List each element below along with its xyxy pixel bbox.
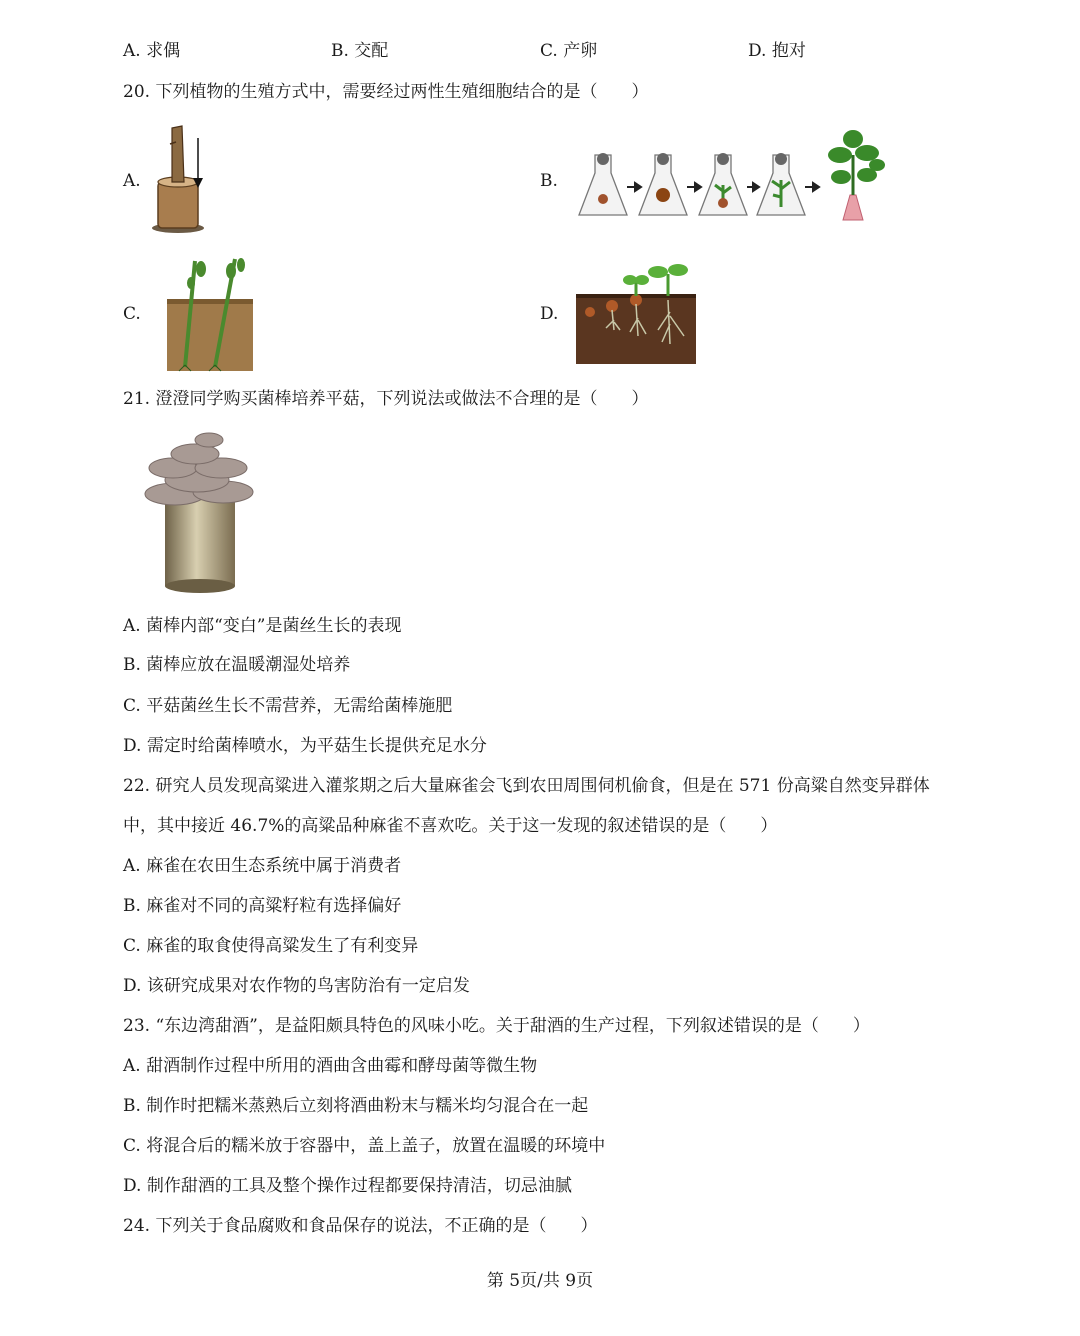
seed-germination-illustration — [576, 260, 698, 366]
q20-label-a: A. — [123, 171, 141, 191]
q19-option-b: B. 交配 — [331, 41, 389, 61]
q23-stem: 23. “东边湾甜酒”，是益阳颇具特色的风味小吃。关于甜酒的生产过程，下列叙述错误的是（ ） — [123, 1016, 870, 1036]
q19-option-c: C. 产卵 — [540, 41, 598, 61]
q19-option-d: D. 抱对 — [748, 41, 806, 61]
q22-option-c: C. 麻雀的取食使得高粱发生了有利变异 — [123, 936, 419, 956]
q23-option-c: C. 将混合后的糯米放于容器中，盖上盖子，放置在温暖的环境中 — [123, 1136, 606, 1156]
q21-option-c: C. 平菇菌丝生长不需营养，无需给菌棒施肥 — [123, 696, 453, 716]
q21-option-a: A. 菌棒内部“变白”是菌丝生长的表现 — [123, 616, 402, 636]
q23-option-a: A. 甜酒制作过程中所用的酒曲含曲霉和酵母菌等微生物 — [123, 1056, 538, 1076]
q20-label-c: C. — [123, 304, 141, 324]
q22-option-d: D. 该研究成果对农作物的鸟害防治有一定启发 — [123, 976, 470, 996]
q21-stem: 21. 澄澄同学购买菌棒培养平菇，下列说法或做法不合理的是（ ） — [123, 389, 649, 409]
cutting-illustration — [165, 255, 255, 373]
q23-option-b: B. 制作时把糯米蒸熟后立刻将酒曲粉末与糯米均匀混合在一起 — [123, 1096, 589, 1116]
q23-option-d: D. 制作甜酒的工具及整个操作过程都要保持清洁，切忌油腻 — [123, 1176, 572, 1196]
q22-stem-line2: 中，其中接近 46.7%的高粱品种麻雀不喜欢吃。关于这一发现的叙述错误的是（ ） — [123, 816, 778, 836]
q20-label-b: B. — [540, 171, 558, 191]
q19-option-a: A. 求偶 — [123, 41, 181, 61]
q21-option-b: B. 菌棒应放在温暖潮湿处培养 — [123, 655, 351, 675]
tissue-culture-illustration — [575, 125, 890, 230]
q22-stem-line1: 22. 研究人员发现高粱进入灌浆期之后大量麻雀会飞到农田周围伺机偷食，但是在 571 份高粱自然变异群体 — [123, 776, 930, 796]
q21-option-d: D. 需定时给菌棒喷水，为平菇生长提供充足水分 — [123, 736, 487, 756]
q22-option-b: B. 麻雀对不同的高粱籽粒有选择偏好 — [123, 896, 402, 916]
q20-stem: 20. 下列植物的生殖方式中，需要经过两性生殖细胞结合的是（ ） — [123, 82, 649, 102]
q20-label-d: D. — [540, 304, 559, 324]
mushroom-log-illustration — [135, 428, 260, 598]
page-number: 第 5页/共 9页 — [486, 1271, 594, 1291]
q24-stem: 24. 下列关于食品腐败和食品保存的说法，不正确的是（ ） — [123, 1216, 598, 1236]
grafting-illustration — [148, 120, 218, 235]
q22-option-a: A. 麻雀在农田生态系统中属于消费者 — [123, 856, 402, 876]
